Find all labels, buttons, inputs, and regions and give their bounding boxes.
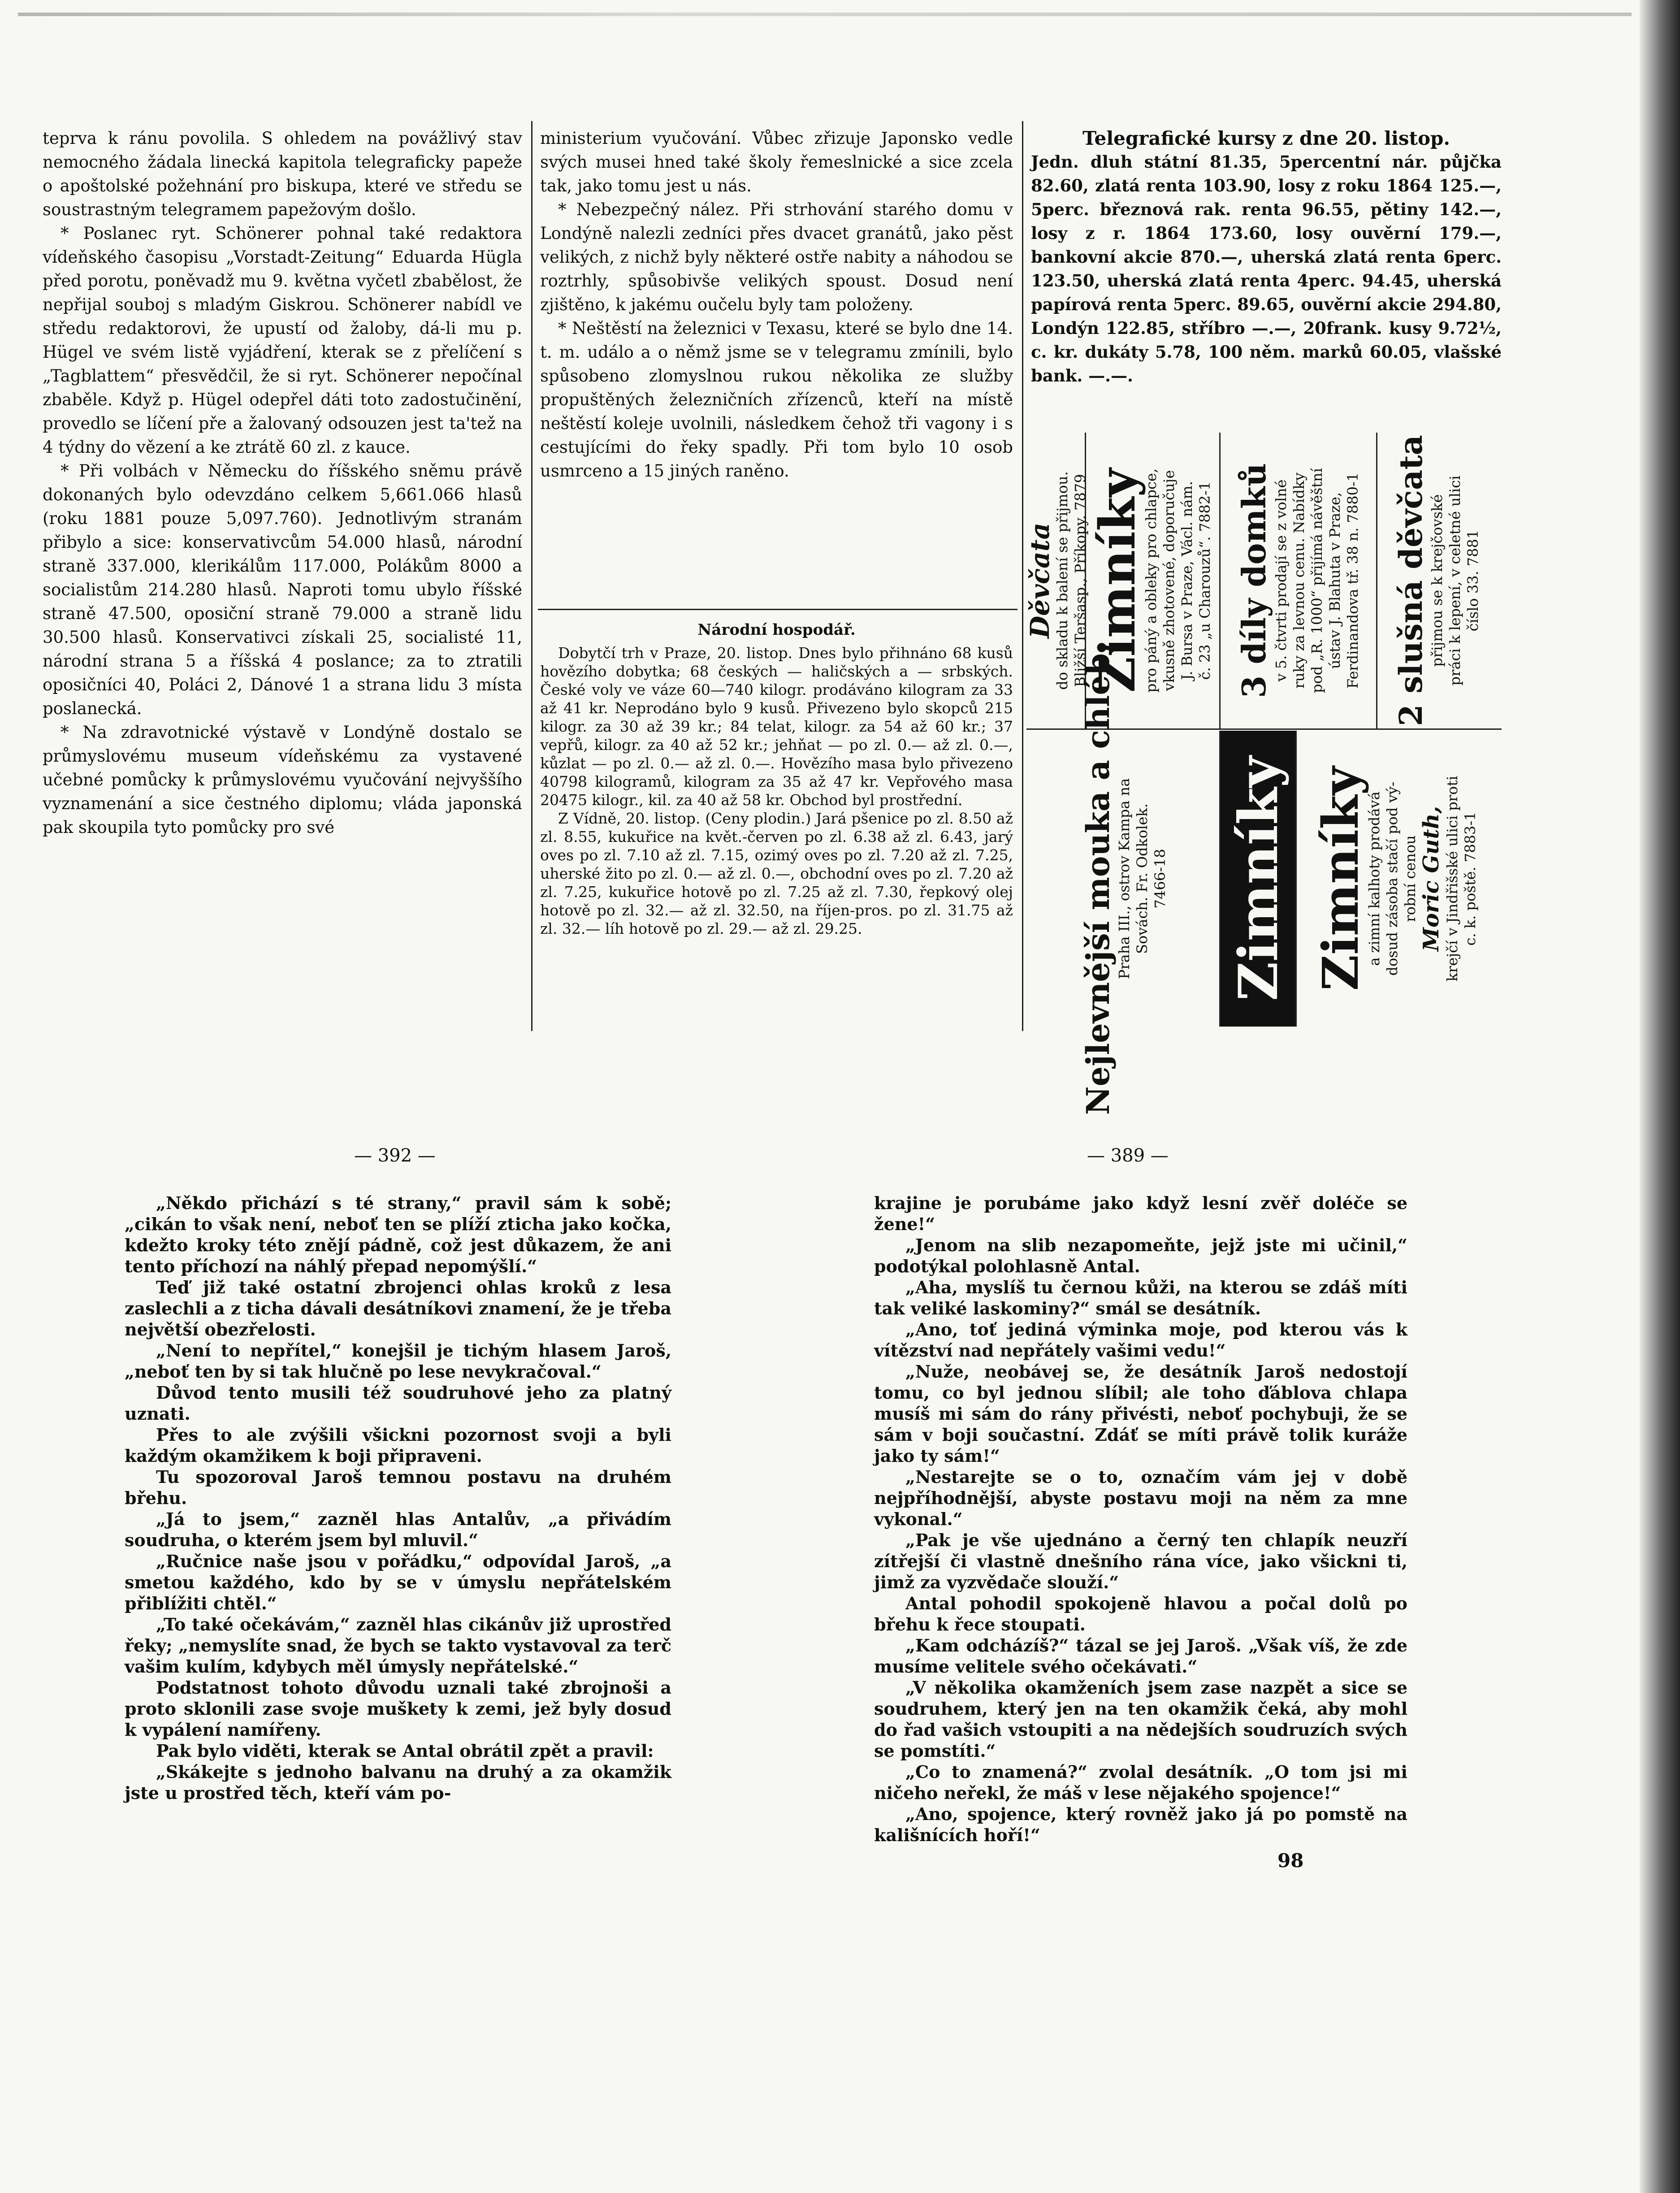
market-divider [538, 609, 1018, 610]
ad-line: 7466-18 [1152, 849, 1169, 909]
book-paragraph: „To také očekávám,“ zazněl hlas cikánův již uprostřed řeky; „nemyslíte snad, že bych se takto vystavoval za terč vašim kulím, kdybych měl úmysly nepřátelské.“ [125, 1614, 671, 1677]
book-paragraph: „Ano, spojence, který rovněž jako já po pomstě na kališnících hoří!“ [874, 1804, 1407, 1845]
column-divider [1022, 121, 1023, 1031]
ad-line: Praha III., ostrov Kampa na [1116, 778, 1133, 979]
book-page-right [874, 1192, 1407, 1871]
book-paragraph: krajine je porubáme jako když lesní zvěř doléče se žene!“ [874, 1193, 1407, 1234]
ad-line: a zimní kalhoty prodává [1366, 791, 1383, 966]
ad-line: v 5. čtvrti prodají se z volné [1273, 479, 1290, 682]
book-paragraph: „Já to jsem,“ zazněl hlas Antalův, „a přivádím soudruha, o kterém jsem byl mluvil.“ [125, 1509, 671, 1550]
ad-title: Zimníky [1088, 468, 1146, 693]
market-section [540, 616, 1013, 938]
ad-line: c. k. poště. 7883-1 [1462, 811, 1479, 946]
book-paragraph: „V několika okamženích jsem zase nazpět a sice se soudruhem, který jen na ten okamžik čeká, aby mohl do řad vašich vstoupiti a na nědejších soudruzích svých se pomstíti.“ [874, 1677, 1407, 1761]
news-paragraph: * Na zdravotnické výstavě v Londýně dostalo se průmyslovému museum vídeňskému za vystavené učebné pomůcky k průmyslovému vyučování nejvyššího vyznamenání a sice čestného diplomu; vláda japonská pak skoupila tyto pomůcky pro své [43, 723, 522, 837]
book-paragraph: „Aha, myslíš tu černou kůži, na kterou se zdáš míti tak veliké laskominy?“ smál se desátník. [874, 1277, 1407, 1318]
ad-devcata [1025, 433, 1089, 728]
ad-line: do skladu k balení se přijmou. [1054, 471, 1071, 690]
ad-line: č. 23 „u Charouzů“. 7882-1 [1196, 481, 1213, 680]
ad-line: pod „R. 1000“ přijímá návěštní [1308, 468, 1325, 693]
ad-title: Děvčata [1025, 522, 1055, 639]
ad-dily-domku [1219, 433, 1377, 728]
news-paragraph: * Při volbách v Německu do říšského sněmu právě dokonaných bylo odevzdáno celkem 5,661.066 hlasů (roku 1881 pouze 5,097.760). Jednotlivým stranám přibylo a sice: konservativcům 54.000 hlasů, národní straně 337.000, klerikálům 117.000, Polákům 8000 a socialistům 214.280 hlasů. Naproti tomu ubylo říšské straně 47.500, oposiční straně 79.000 a straně lidu 30.500 hlasů. Konservativci získali 25, socialisté 11, národní strana 5 a říšská 4 poslance; za to ztratili oposičníci 40, Poláci 2, Dánové 1 a strana lidu 3 místa poslanecká. [43, 461, 522, 718]
book-paragraph: „Ručnice naše jsou v pořádku,“ odpovídal Jaroš, „a smetou každého, kdo by se v úmyslu nepřátelském přiblížiti chtěl.“ [125, 1551, 671, 1613]
ad-line: ruky za levnou cenu. Nabídky [1290, 472, 1308, 689]
ad-zimniky-black [1219, 731, 1297, 1027]
ad-line: robní cenou [1402, 835, 1419, 922]
ad-title: Moric Guth, [1419, 806, 1444, 952]
kursy-title: Telegrafické kursy z dne 20. listop. [1082, 127, 1450, 149]
book-paragraph: „Někdo přichází s té strany,“ pravil sám k sobě; „cikán to však není, neboť ten se plíží zticha jako kočka, kdežto kroky této znějí pádně, což jest důkazem, že ani tento příchozí na náhlý přepad nepomýšlí.“ [125, 1193, 671, 1276]
book-paragraph: „Nestarejte se o to, označím vám jej v době nejpříhodnější, abyste postavu moji na něm za mne vykonal.“ [874, 1467, 1407, 1529]
ad-line: přijmou se k krejčovské [1429, 494, 1446, 667]
book-paragraph: Antal pohodil spokojeně hlavou a počal dolů po břehu k řece stoupati. [874, 1593, 1407, 1634]
book-paragraph: „Co to znamená?“ zvolal desátník. „O tom jsi mi ničeho neřekl, že máš v lese nějakého spojence!“ [874, 1762, 1407, 1803]
book-paragraph: Tu spozoroval Jaroš temnou postavu na druhém břehu. [125, 1467, 671, 1508]
ad-line: krejčí v Jindřišské ulici proti [1444, 776, 1461, 982]
book-paragraph: Teď již také ostatní zbrojenci ohlas kroků z lesa zaslechli a z ticha dávali desátníkovi znamení, že je třeba největší obezřelosti. [125, 1277, 671, 1339]
book-paragraph: Podstatnost tohoto důvodu uznali také zbrojnoši a proto sklonili zase svoje mušketу k zemi, jež byly dosud k vypálení namířeny. [125, 1677, 671, 1740]
ad-line: Sovách. Fr. Odkolek. [1134, 803, 1151, 954]
book-paragraph: Přes to ale zvýšili všickni pozornost svoji a byli každým okamžikem k boji připraveni. [125, 1425, 671, 1466]
book-paragraph: „Ano, toť jediná výminka moje, pod kterou vás k vítězství nad nepřátely vašimi vedu!“ [874, 1319, 1407, 1361]
news-column-1 [43, 126, 522, 839]
news-paragraph: * Poslanec ryt. Schönerer pohnal také redaktora vídeňského časopisu „Vorstadt-Zeitung“ Eduarda Hügla před porotu, poněvadž mu 9. května vyčetl zbabělost, že nepřijal souboj s mladým Giskrou. Schönerer nabídl ve středu redaktorovi, že upustí od žaloby, dá-li mu p. Hügel ve svém listě vyjádření, kterak se z přelíčení s „Tagblattem“ přesvědčil, že si ryt. Schönerer nepočínal zbaběle. Když p. Hügel odepřel dáti toto zadostučinění, provedlo se líčení pře a žalovaný odsouzen jest ta'tež na 4 týdny do vězení a ke ztrátě 60 zl. z kauce. [43, 224, 522, 457]
ad-line: vkusně zhotovené, doporučuje [1160, 470, 1178, 691]
news-paragraph: * Neštěstí na železnici v Texasu, které se bylo dne 14. t. m. událo a o němž jsme se v telegramu zmínili, bylo spůsobeno zlomyslnou rukou několika ze služby propuštěných železničních zřízenců, kteří na místě neštěstí koleje uvolnili, následkem čehož tři vagony i s cestujícími do řeky spadly. Při tom bylo 10 osob usmrceno a 15 jiných raněno. [540, 319, 1013, 481]
signature-mark: 98 [1277, 1850, 1304, 1872]
ad-zimniky-guth [1295, 731, 1498, 1027]
news-paragraph: * Nebezpečný nález. Při strhování starého domu v Londýně nalezli zedníci přes dvacet granátů, jako pěst velikých, z nichž byly některé ostře nabity a náhodou se roztrhly, spůsobivše velikých spoust. Dosud není zjištěno, k jakému oučelu byly tam položeny. [540, 200, 1013, 314]
book-paragraph: „Není to nepřítel,“ konejšil je tichým hlasem Jaroš, „neboť ten by si tak hlučně po lese nevykračoval.“ [125, 1340, 671, 1382]
column-divider [531, 121, 533, 1031]
news-column-2 [540, 126, 1013, 483]
ad-slusna-devcata [1376, 433, 1498, 728]
market-paragraph: Dobytčí trh v Praze, 20. listop. Dnes bylo přihnáno 68 kusů hovězího dobytka; 68 českých — haličských a — srbských. České voly ve váze 60—740 kilogr. prodáváno kilogram za 33 až 41 kr. Neprodáno bylo 9 kusů. Přivezeno bylo skopců 215 kilogr. za 30 až 39 kr.; 84 telat, kilogr. za 54 až 60 kr.; 37 vepřů, kilogr. za 40 až 52 kr.; jehňat — po zl. 0.— až zl. 0.—, kůzlat — po zl. 0.— až zl. 0.—. Hovězího masa bylo přivezeno 40798 kilogramů, kilogram za 35 až 47 kr. Vepřového masa 20475 kilogr., kil. za 40 až 58 kr. Obchod byl prostřední. [540, 644, 1013, 809]
book-paragraph: „Skákejte s jednoho balvanu na druhý a za okamžik jste u prostřed těch, kteří vám po- [125, 1762, 671, 1803]
ad-line: Bližší Teršasp., Příkopy. 7879 [1072, 474, 1089, 687]
ad-line: Ferdinandova tř. 38 n. 7880-1 [1344, 472, 1361, 689]
ad-line: pro páný a obleky pro chlapce, [1143, 468, 1160, 693]
book-paragraph: Pak bylo viděti, kterak se Antal obrátil zpět a pravil: [156, 1741, 654, 1761]
ad-line: ústav J. Blahuta v Praze, [1326, 492, 1343, 669]
market-title: Národní hospodář. [697, 621, 856, 639]
page-edge-shadow [1640, 0, 1680, 2193]
ad-line: J. Bursa v Praze, Václ. nám. [1178, 481, 1195, 680]
book-paragraph: Důvod tento musili též soudruhové jeho za platný uznati. [125, 1383, 671, 1424]
book-paragraph: „Nuže, neobávej se, že desátník Jaroš nedostojí tomu, co byl jednou slíbil; ale toho ďáblova chlapa musíš mi sám do rány přivésti, neboť pochybuji, že se sám v boji součastní. Zdáť se míti právě tolik kuráže jako ty sám!“ [874, 1361, 1407, 1466]
book-page-left [125, 1192, 671, 1803]
ad-title: 3 díly domků [1235, 463, 1273, 698]
ad-mouka-chleb [1031, 642, 1219, 1115]
kursy-section [1031, 126, 1502, 388]
ad-line: dosud zásoba stačí pod vý- [1384, 781, 1401, 976]
ad-title: Nejlevnější mouka a chléb, [1079, 642, 1117, 1115]
page-number-left: — 392 — [354, 1145, 436, 1166]
page-number-right: — 389 — [1087, 1145, 1169, 1166]
news-paragraph: ministerium vyučování. Vůbec zřizuje Japonsko vedle svých musei hned také školy řemeslnické a sice zcela tak, jako tomu jest u nás. [540, 129, 1013, 195]
news-paragraph: teprva k ránu povolila. S ohledem na povážlivý stav nemocného žádala linecká kapitola telegraficky papeže o apoštolské požehnání pro biskupa, které ve středu se soustrastným telegramem papežovým došlo. [43, 129, 522, 219]
market-paragraph: Z Vídně, 20. listop. (Ceny plodin.) Jará pšenice po zl. 8.50 až zl. 8.55, kukuřice na květ.-červen po zl. 6.38 až zl. 6.43, jarý oves po zl. 7.10 až zl. 7.15, ozimý oves po zl. 7.20 až zl. 7.25, uherské žito po zl. 0.— až zl. 0.—, obchodní oves po zl. 7.20 až zl. 7.25, kukuřice hotově po zl. 7.25 až zl. 7.30, řepkový olej hotově po zl. 32.— až zl. 32.50, na říjen-pros. po zl. 31.75 až zl. 32.— líh hotově po zl. 29.— až zl. 29.25. [540, 810, 1013, 937]
kursy-text: Jedn. dluh státní 81.35, 5percentní nár. půjčka 82.60, zlatá renta 103.90, losy z roku 1864 125.—, 5perc. březnová rak. renta 96.55, pětiny 142.—, losy z r. 1864 173.60, losy ouvěrní 179.—, bankovní akcie 870.—, uherská zlatá renta 6perc. 123.50, uherská zlatá renta 4perc. 94.45, uherská papírová renta 5perc. 89.65, ouvěrní akcie 294.80, Londýn 122.85, stříbro —.—, 20frank. kusy 9.72½, c. kr. dukáty 5.78, 100 něm. marků 60.05, vlašské bank. —.—. [1031, 152, 1502, 386]
ad-line: číslo 33. 7881 [1464, 529, 1481, 632]
book-paragraph: „Pak je vše ujednáno a černý ten chlapík neuzří zítřejší či vlastně dnešního rána více, jako všickni ti, jimž za vyzvědače slouží.“ [874, 1530, 1407, 1592]
ad-title: 2 slušná děvčata [1392, 435, 1429, 726]
ad-title: Zimníky [1312, 766, 1369, 991]
ad-line: práci k lepení, v celetné ulici [1446, 475, 1464, 686]
book-paragraph: „Jenom na slib nezapomeňte, jejž jste mi učinil,“ podotýkal polohlasně Antal. [874, 1235, 1407, 1276]
book-paragraph: „Kam odcházíš?“ tázal se jej Jaroš. „Však víš, že zde musíme velitele svého očekávati.“ [874, 1635, 1407, 1677]
scan-top-shadow [18, 13, 1632, 16]
ad-title: Zimníky [1227, 756, 1290, 1001]
